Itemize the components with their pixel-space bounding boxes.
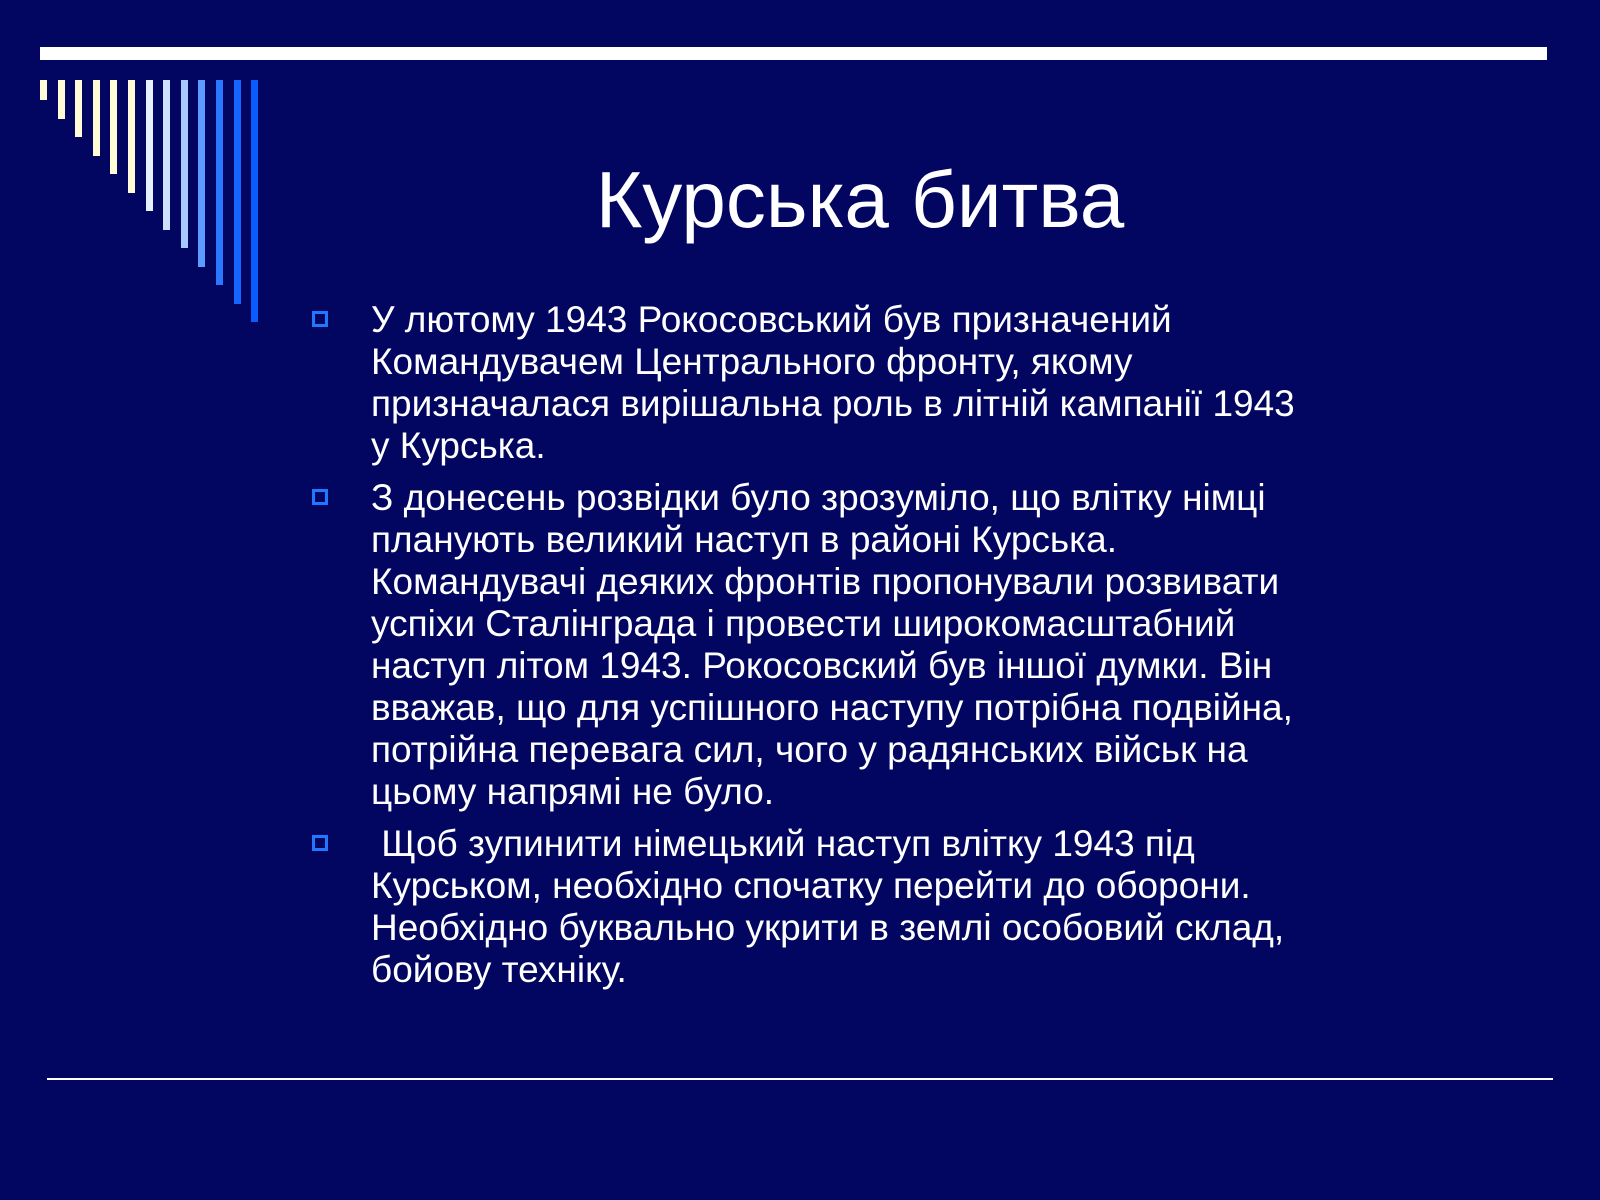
bullet-text [371,299,1492,467]
decorative-stripe [93,80,100,156]
bullet-list [312,299,1492,1001]
bullet-line: наступ літом 1943. Рокосовский був іншої думки. Він [371,645,1273,686]
bullet-item [312,477,1492,813]
bullet-item [312,823,1492,991]
slide-title: Курська битва [595,155,1125,244]
bullet-line: потрійна перевага сил, чого у радянських військ на [371,729,1248,770]
bullet-line: Курськом, необхідно спочатку перейти до оборони. [371,865,1251,906]
bullet-line: У лютому 1943 Рокосовський був призначений [371,299,1172,340]
bullet-line: у Курська. [371,425,546,466]
decorative-stripe [163,80,170,230]
bullet-line: Командувачі деяких фронтів пропонували розвивати [371,561,1280,602]
bullet-line: Командувачем Центрального фронту, якому [371,341,1133,382]
decorative-stripe [198,80,205,267]
decorative-stripe [251,80,258,322]
decorative-stripes [0,0,280,340]
decorative-stripe [110,80,117,174]
decorative-stripe [75,80,82,137]
bullet-item [312,299,1492,467]
square-bullet-icon [312,311,328,327]
bottom-rule [47,1078,1553,1080]
square-bullet-icon [312,489,328,505]
decorative-stripe [146,80,153,211]
square-bullet-icon [312,835,328,851]
bullet-line: вважав, що для успішного наступу потрібна подвійна, [371,687,1293,728]
bullet-line: З донесень розвідки було зрозуміло, що влітку німці [371,477,1266,518]
bullet-line: планують великий наступ в районі Курська. [371,519,1118,560]
bullet-line: цьому напрямі не було. [371,771,775,812]
decorative-stripe [58,80,65,119]
bullet-text [371,477,1492,813]
decorative-stripe [181,80,188,248]
bullet-line: призначалася вирішальна роль в літній кампанії 1943 [371,383,1295,424]
bullet-text [371,823,1492,991]
bullet-line: успіхи Сталінграда і провести широкомасштабний [371,603,1236,644]
decorative-stripe [216,80,223,285]
decorative-stripe [234,80,241,304]
bullet-line: Необхідно буквально укрити в землі особовий склад, [371,907,1285,948]
bullet-line: бойову техніку. [371,949,627,990]
decorative-stripe [128,80,135,193]
bullet-line: Щоб зупинити німецький наступ влітку 1943 під [371,823,1195,864]
decorative-stripe [40,80,47,100]
